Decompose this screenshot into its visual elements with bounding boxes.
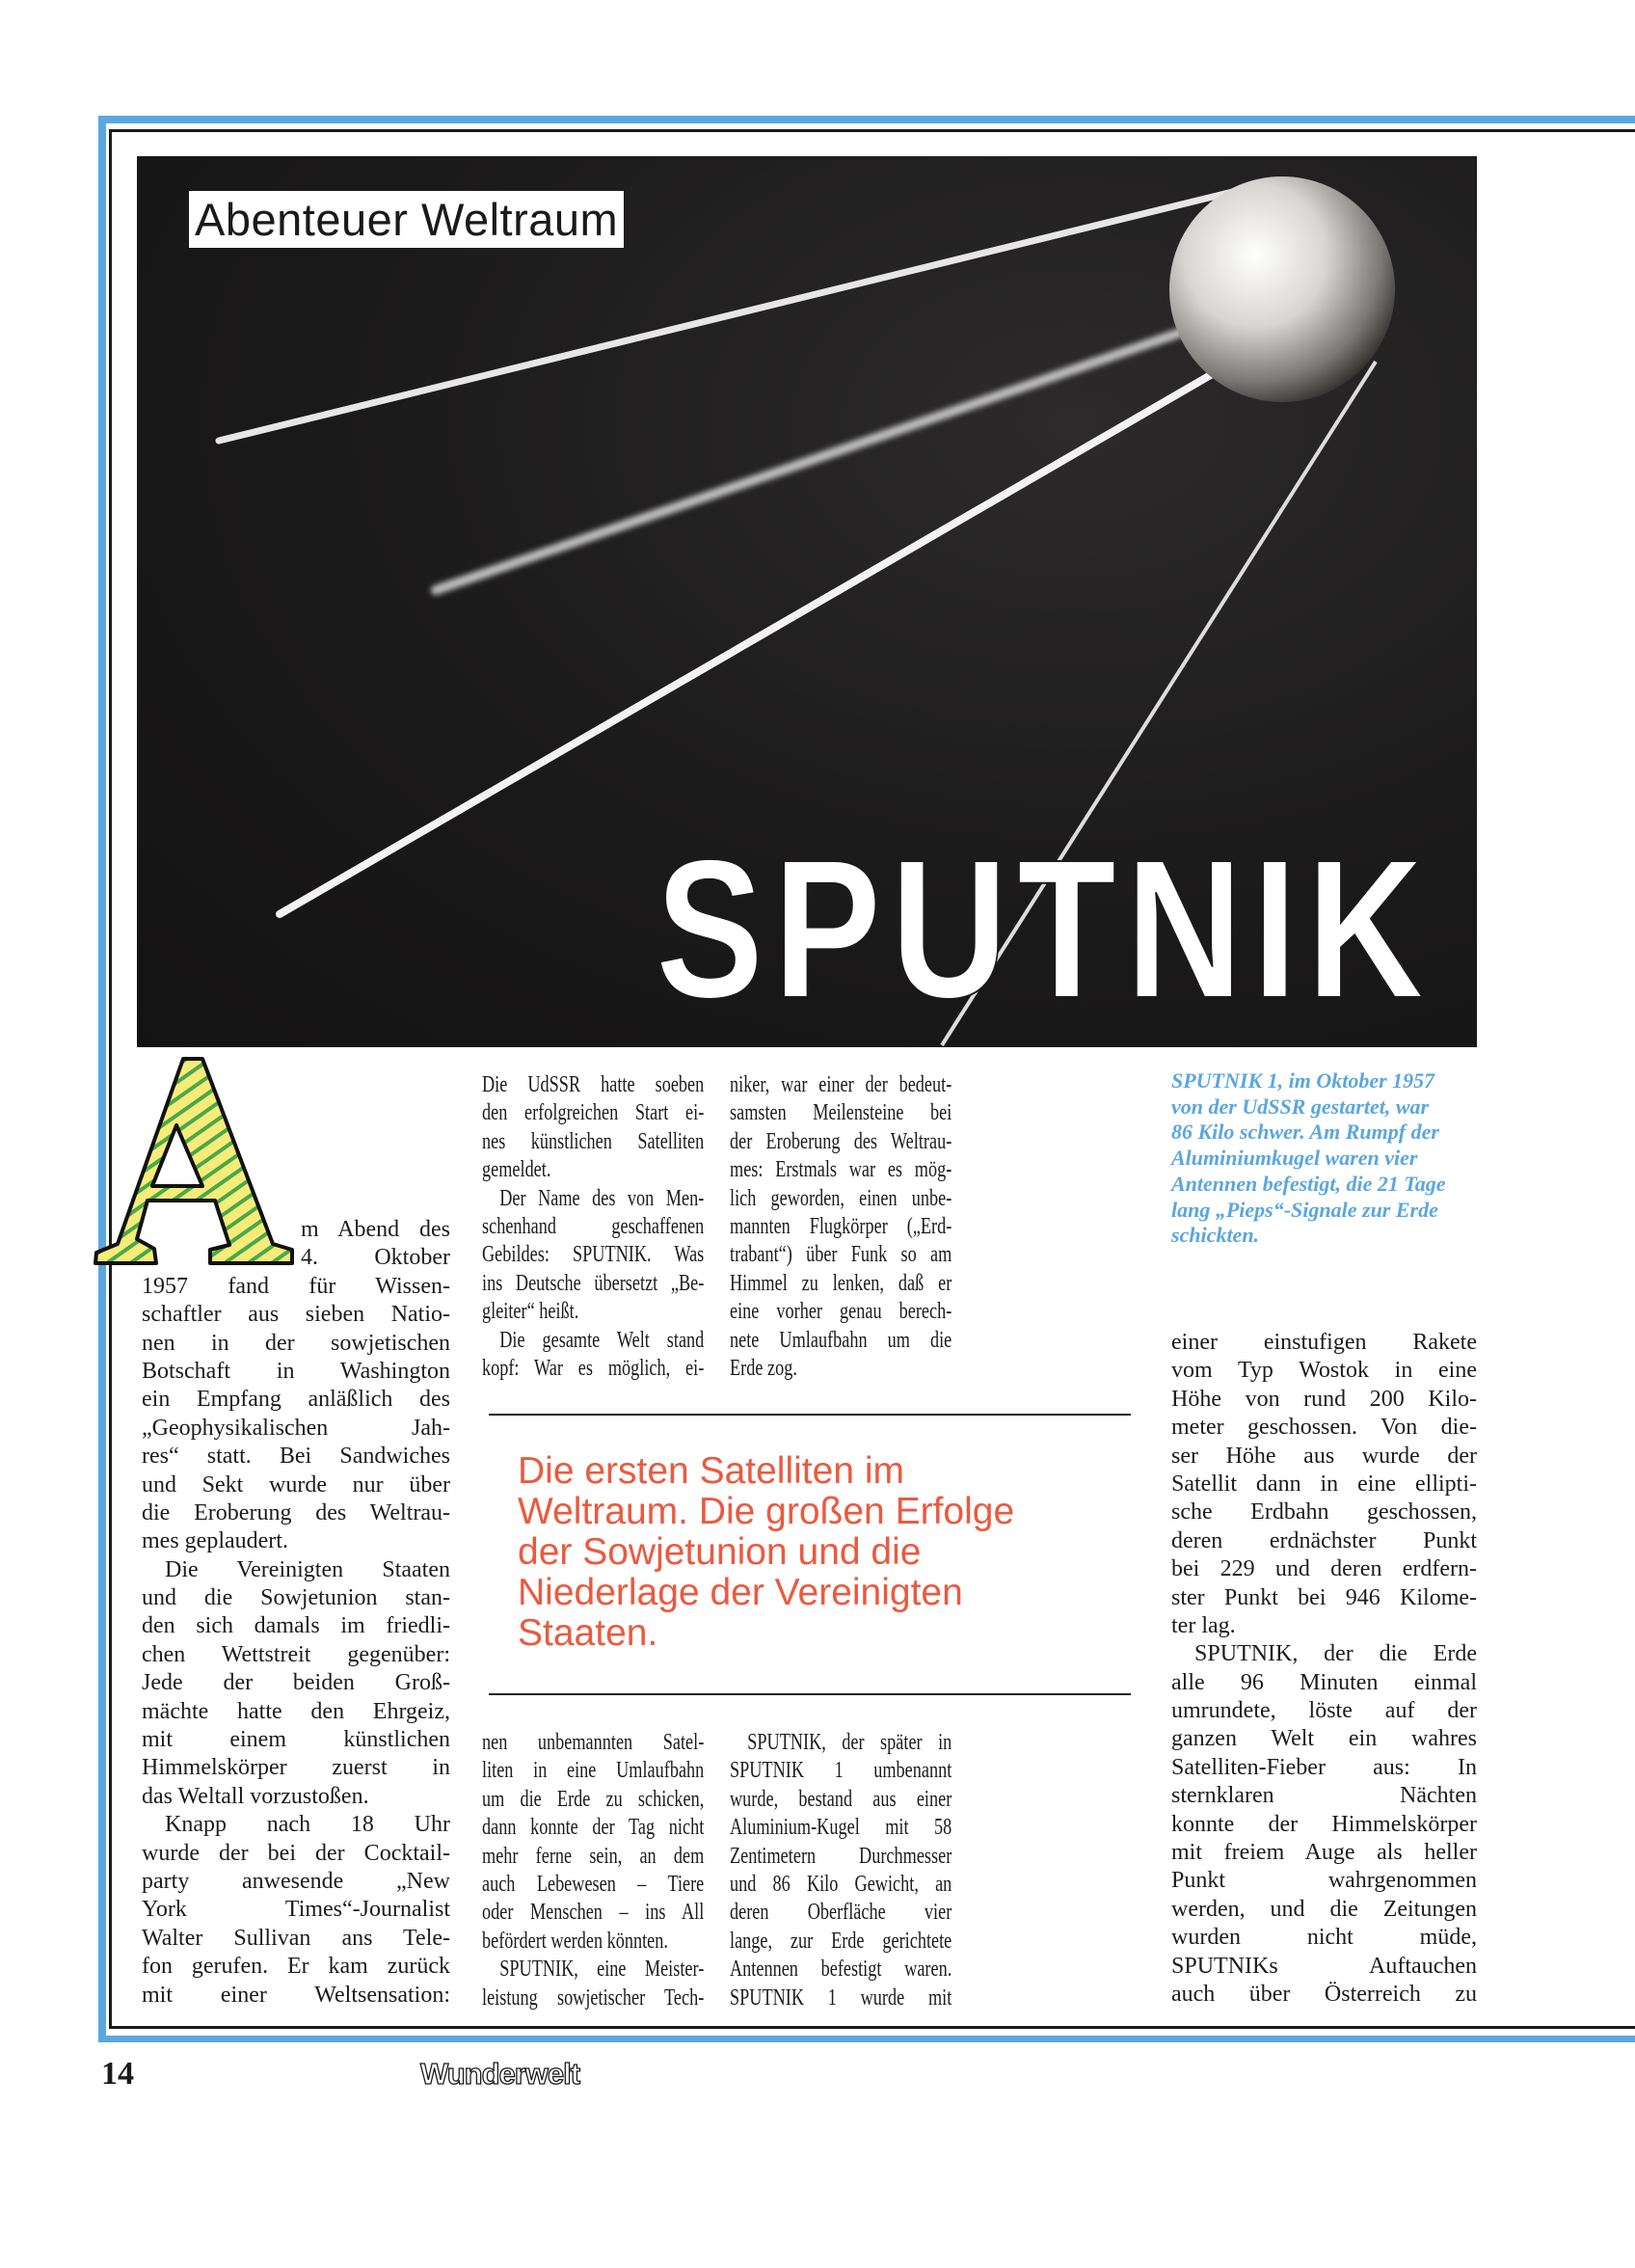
text-line: auch Lebewesen – Tiere — [482, 1871, 705, 1897]
text-line: Botschaft in Washington — [142, 1358, 450, 1384]
text-line: kopf: War es möglich, ei- — [482, 1355, 705, 1381]
text-line: alle 96 Minuten einmal — [1171, 1669, 1477, 1695]
text-line: bei 229 und deren erdfern- — [1171, 1556, 1477, 1582]
text-line: Himmel zu lenken, daß er — [730, 1270, 952, 1296]
text-line: ser Höhe aus wurde der — [1171, 1443, 1477, 1469]
text-line: Walter Sullivan ans Tele- — [142, 1925, 450, 1951]
sputnik-photo — [137, 156, 1477, 1047]
text-line: Antennen befestigt waren. — [730, 1957, 952, 1983]
text-line: SPUTNIK, eine Meister- — [499, 1957, 705, 1983]
text-line: nen in der sowjetischen — [142, 1330, 450, 1356]
text-line: niker, war einer der bedeut- — [730, 1072, 952, 1097]
text-line: die Eroberung des Weltrau- — [142, 1499, 450, 1526]
text-line: chen Wettstreit gegenüber: — [142, 1641, 450, 1667]
pull-quote-rule-top — [489, 1414, 1131, 1416]
text-line: mit freiem Auge als heller — [1171, 1840, 1477, 1866]
text-line: dann konnte der Tag nicht — [482, 1815, 705, 1841]
text-line: fon gerufen. Er kam zurück — [142, 1954, 450, 1980]
text-line: Punkt wahrgenommen — [1171, 1868, 1477, 1894]
text-line: ter lag. — [1171, 1612, 1236, 1638]
caption-line: Antennen befestigt, die 21 Tage — [1171, 1171, 1446, 1196]
pull-quote-rule-bottom — [489, 1693, 1131, 1695]
text-line: SPUTNIK 1 umbenannt — [730, 1758, 952, 1784]
magazine-logo: Wunderwelt — [420, 2057, 580, 2091]
text-line: ster Punkt bei 946 Kilome- — [1171, 1584, 1477, 1610]
text-line: liten in eine Umlaufbahn — [482, 1758, 705, 1784]
text-line: das Weltall vorzustoßen. — [142, 1783, 369, 1809]
text-line: mes geplaudert. — [142, 1528, 288, 1554]
text-line: mehr ferne sein, an dem — [482, 1843, 705, 1869]
text-line: lich geworden, einen unbe- — [730, 1185, 952, 1211]
text-line: party anwesende „New — [142, 1868, 450, 1894]
article-column-1 — [142, 1216, 450, 2010]
text-line: deren Oberfläche vier — [730, 1900, 952, 1926]
text-line: SPUTNIK 1 wurde mit — [730, 1984, 952, 2011]
text-line: gleiter“ heißt. — [482, 1299, 579, 1325]
text-line: schaftler aus sieben Natio- — [142, 1302, 450, 1328]
text-line: und die Sowjetunion stan- — [142, 1585, 450, 1611]
text-line: York Times“-Journalist — [142, 1897, 450, 1923]
text-line: mes: Erstmals war es mög- — [730, 1157, 952, 1183]
text-line: SPUTNIK, der später in — [747, 1730, 952, 1755]
text-line: mächte hatte den Ehrgeiz, — [142, 1698, 450, 1724]
pull-quote-line: Weltraum. Die großen Erfolge — [518, 1491, 1015, 1532]
text-line: Die Vereinigten Staaten — [165, 1556, 450, 1582]
text-line: den erfolgreichen Start ei- — [482, 1100, 705, 1126]
pull-quote — [518, 1451, 1014, 1654]
text-line: nes künstlichen Satelliten — [482, 1128, 705, 1154]
text-line: um die Erde zu schicken, — [482, 1786, 705, 1812]
pull-quote-line: Staaten. — [518, 1612, 658, 1654]
text-line: 4. Oktober — [301, 1245, 450, 1271]
text-line: wurde der bei der Cocktail- — [142, 1840, 450, 1866]
caption-line: SPUTNIK 1, im Oktober 1957 — [1171, 1068, 1435, 1093]
text-line: vom Typ Wostok in eine — [1171, 1358, 1477, 1384]
text-line: mit einer Weltsensation: — [142, 1982, 450, 2008]
text-line: konnte der Himmelskörper — [1171, 1811, 1477, 1837]
text-line: mannten Flugkörper („Erd- — [730, 1213, 952, 1239]
article-column-2-bottom — [482, 1729, 704, 2012]
caption-line: lang „Pieps“-Signale zur Erde — [1171, 1197, 1438, 1222]
text-line: befördert werden könnten. — [482, 1928, 668, 1954]
text-line: ins Deutsche übersetzt „Be- — [482, 1270, 705, 1296]
text-line: trabant“) über Funk so am — [730, 1242, 952, 1268]
text-line: leistung sowjetischer Tech- — [482, 1984, 705, 2011]
text-line: nen unbemannten Satel- — [482, 1730, 705, 1755]
text-line: gemeldet. — [482, 1157, 551, 1183]
text-line: mit einem künstlichen — [142, 1727, 450, 1753]
article-column-3-bottom — [730, 1729, 952, 2012]
sputnik-title: SPUTNIK — [656, 818, 1434, 1040]
text-line: Gebildes: SPUTNIK. Was — [482, 1242, 705, 1268]
text-line: den sich damals im friedli- — [142, 1613, 450, 1639]
pull-quote-line: der Sowjetunion und die — [518, 1531, 922, 1573]
text-line: SPUTNIK, der die Erde — [1194, 1641, 1477, 1667]
caption-line: von der UdSSR gestartet, war — [1171, 1094, 1430, 1119]
text-line: eine vorher genau berech- — [730, 1299, 952, 1325]
text-line: der Eroberung des Weltrau- — [730, 1128, 952, 1154]
sputnik-illustration — [137, 156, 1477, 1047]
text-line: ganzen Welt ein wahres — [1171, 1726, 1477, 1752]
text-line: umrundete, löste auf der — [1171, 1698, 1477, 1724]
text-line: Höhe von rund 200 Kilo- — [1171, 1386, 1477, 1412]
text-line: und 86 Kilo Gewicht, an — [730, 1871, 952, 1897]
text-line: oder Menschen – ins All — [482, 1900, 705, 1926]
text-line: samsten Meilensteine bei — [730, 1100, 952, 1126]
text-line: wurde, bestand aus einer — [730, 1786, 952, 1812]
text-line: meter geschossen. Von die- — [1171, 1415, 1477, 1441]
text-line: Jede der beiden Groß- — [142, 1670, 450, 1696]
text-line: Knapp nach 18 Uhr — [165, 1812, 450, 1838]
text-line: Erde zog. — [730, 1355, 797, 1381]
caption-line: schickten. — [1171, 1223, 1260, 1248]
section-kicker: Abenteuer Weltraum — [189, 191, 624, 248]
text-line: sche Erdbahn geschossen, — [1171, 1499, 1477, 1526]
text-line: lange, zur Erde gerichtete — [730, 1928, 952, 1954]
text-line: 1957 fand für Wissen- — [142, 1273, 450, 1299]
text-line: sternklaren Nächten — [1171, 1783, 1477, 1809]
pull-quote-line: Die ersten Satelliten im — [518, 1450, 905, 1492]
text-line: ein Empfang anläßlich des — [142, 1387, 450, 1413]
article-column-2-top — [482, 1071, 704, 1383]
article-column-4 — [1171, 1329, 1477, 2009]
text-line: SPUTNIKs Auftauchen — [1171, 1953, 1477, 1979]
text-line: Satelliten-Fieber aus: In — [1171, 1754, 1477, 1780]
text-line: Zentimetern Durchmesser — [730, 1843, 952, 1869]
page-number: 14 — [101, 2056, 134, 2092]
text-line: Himmelskörper zuerst in — [142, 1755, 450, 1781]
text-line: und Sekt wurde nur über — [142, 1472, 450, 1498]
text-line: auch über Österreich zu — [1171, 1981, 1477, 2007]
text-line: Aluminium-Kugel mit 58 — [730, 1815, 952, 1841]
text-line: deren erdnächster Punkt — [1171, 1527, 1477, 1553]
article-column-3-top — [730, 1071, 952, 1383]
text-line: schenhand geschaffenen — [482, 1213, 705, 1239]
sputnik-sphere — [1169, 176, 1395, 402]
caption-line: 86 Kilo schwer. Am Rumpf der — [1171, 1120, 1439, 1145]
text-line: „Geophysikalischen Jah- — [142, 1415, 450, 1441]
pull-quote-line: Niederlage der Vereinigten — [518, 1572, 963, 1613]
text-line: m Abend des — [301, 1217, 450, 1242]
text-line: einer einstufigen Rakete — [1171, 1330, 1477, 1355]
text-line: Satellit dann in eine ellipti- — [1171, 1471, 1477, 1497]
text-line: Der Name des von Men- — [499, 1185, 705, 1211]
text-line: wurden nicht müde, — [1171, 1925, 1477, 1951]
text-line: werden, und die Zeitungen — [1171, 1896, 1477, 1922]
text-line: Die UdSSR hatte soeben — [482, 1072, 705, 1097]
text-line: Die gesamte Welt stand — [499, 1327, 705, 1353]
caption-line: Aluminiumkugel waren vier — [1171, 1146, 1418, 1171]
text-line: nete Umlaufbahn um die — [730, 1327, 952, 1353]
text-line: res“ statt. Bei Sandwiches — [142, 1444, 450, 1470]
photo-caption — [1171, 1068, 1489, 1249]
